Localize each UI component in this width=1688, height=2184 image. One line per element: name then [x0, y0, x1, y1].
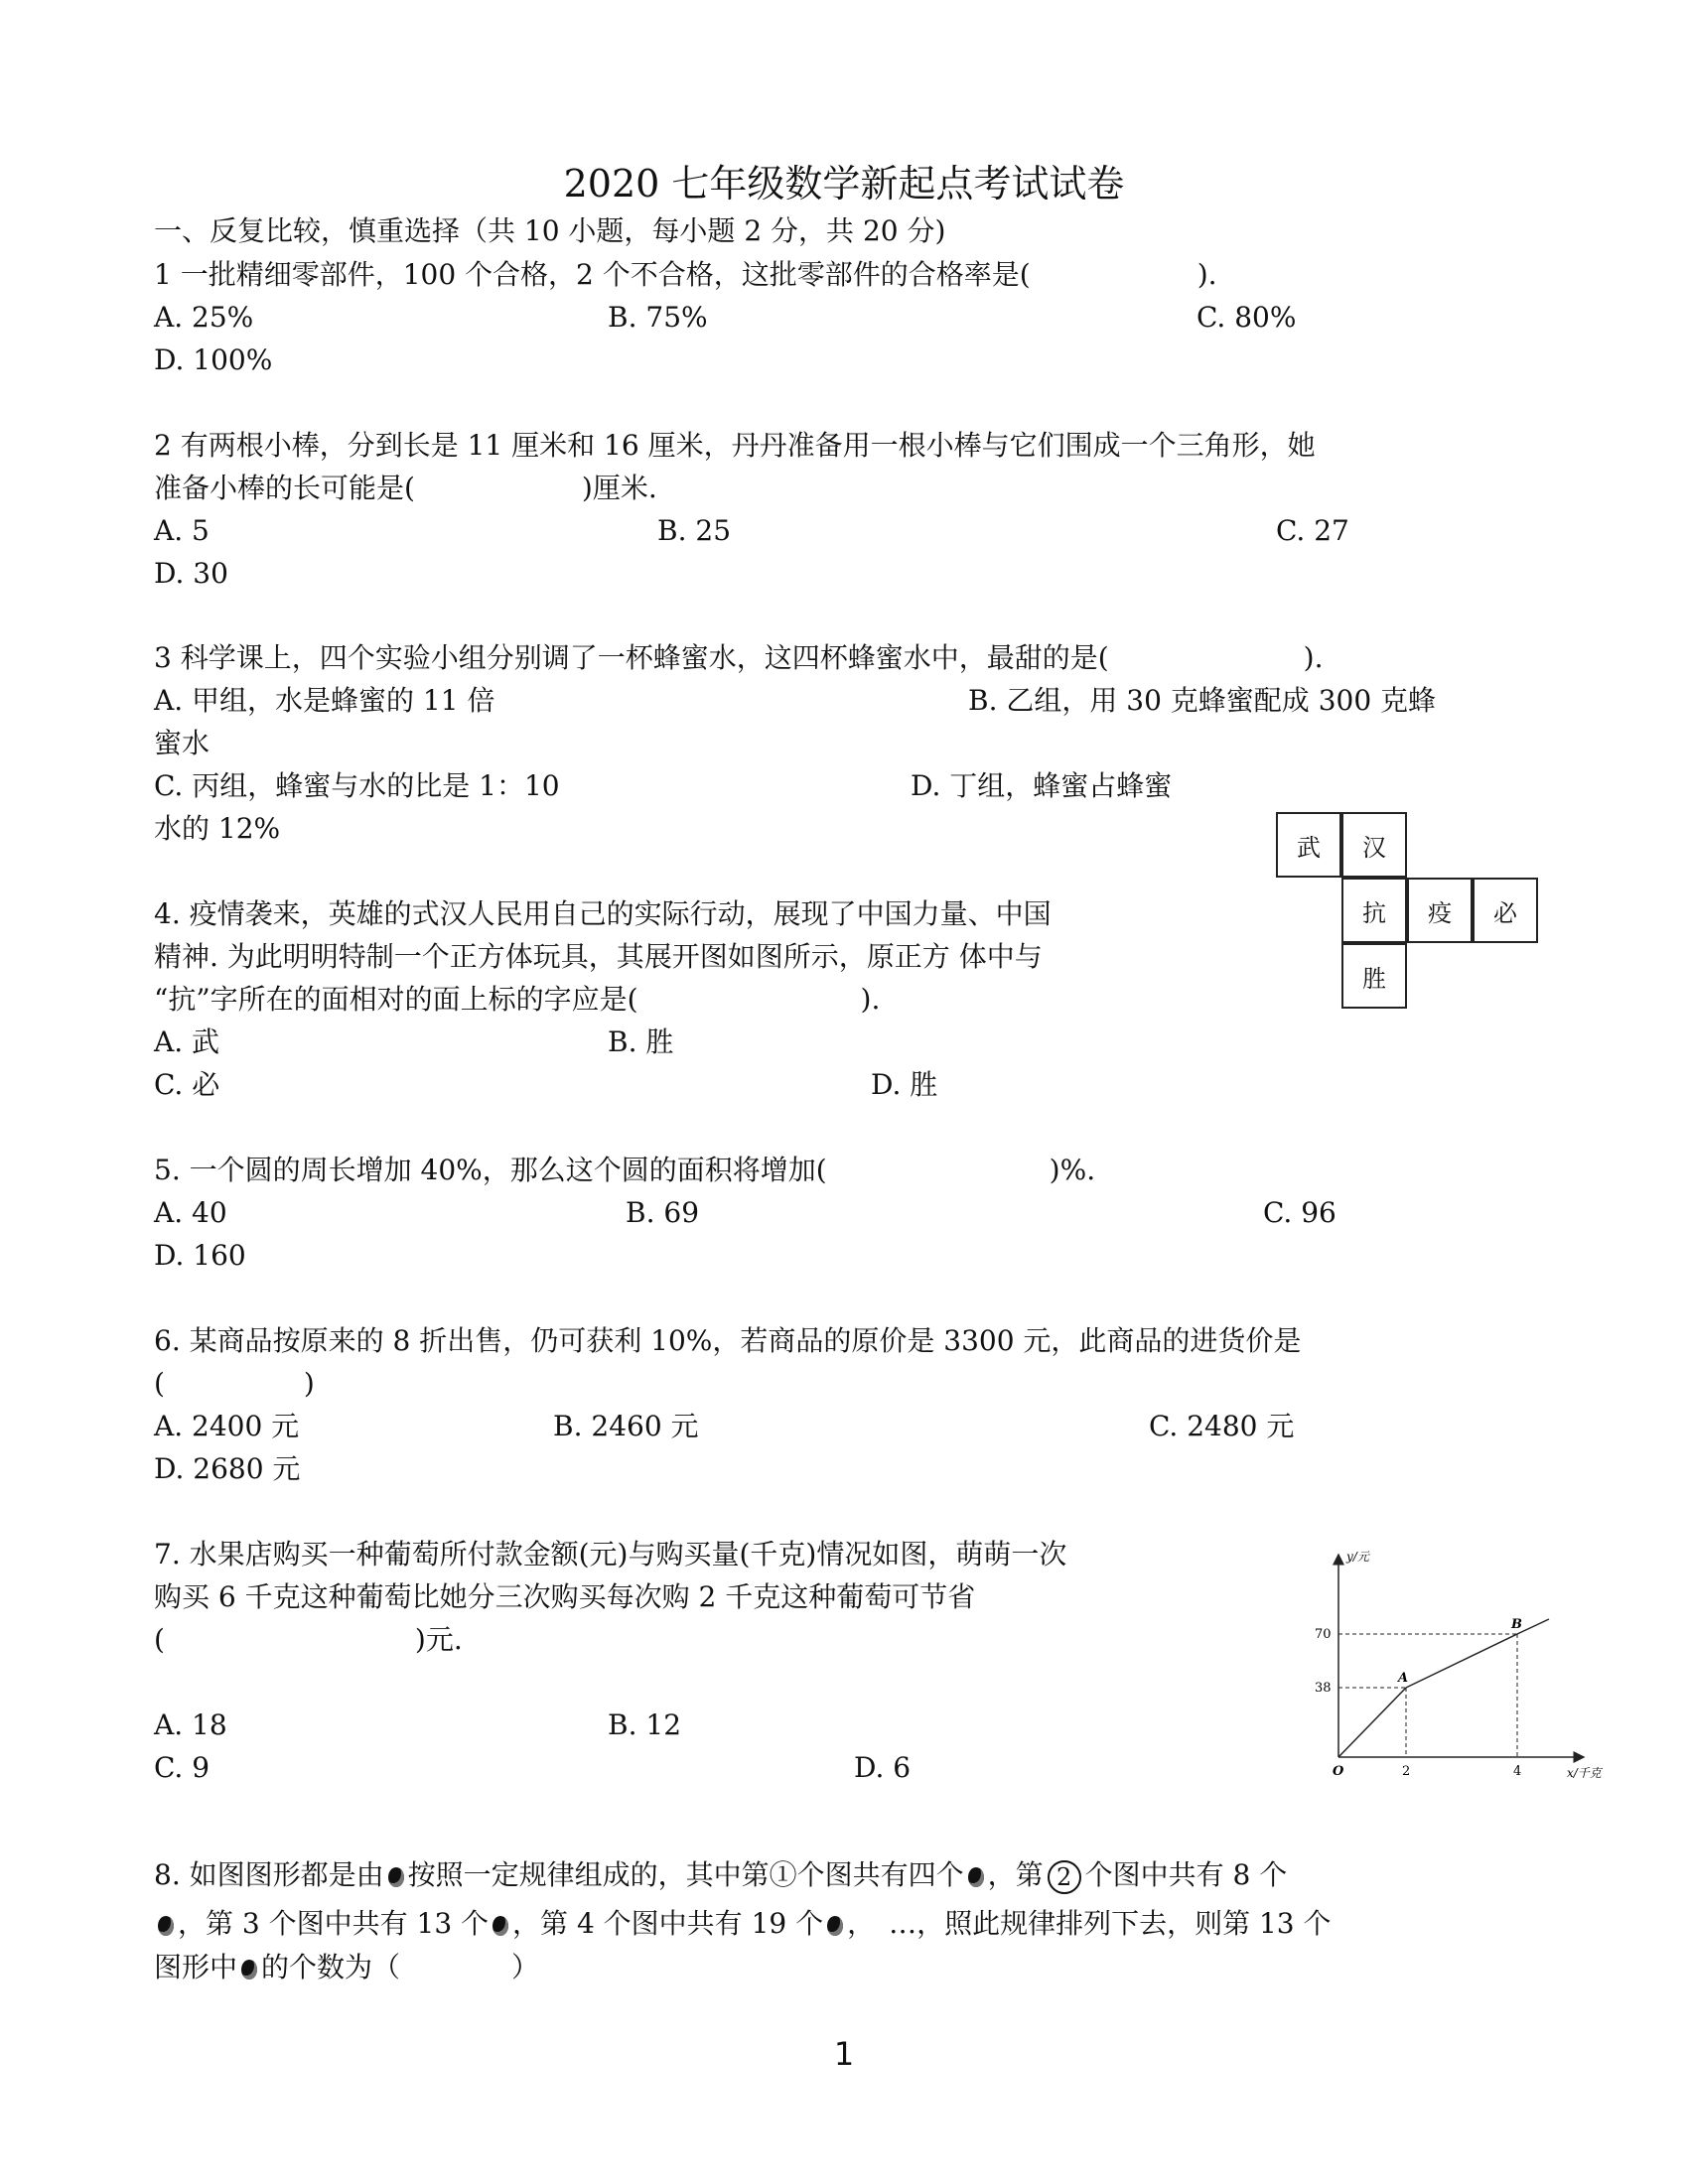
q1-option-c: C. 80% [1196, 301, 1297, 334]
q3-option-b-cont: 蜜水 [154, 727, 211, 759]
dot-icon [492, 1916, 508, 1936]
q5-option-a: A. 40 [154, 1196, 227, 1229]
net-cell-bi: 必 [1473, 878, 1538, 943]
q6-stem-line1: 6. 某商品按原来的 8 折出售，仍可获利 10%，若商品的原价是 3300 元，此商品的进货价是 [154, 1324, 1302, 1357]
y-tick-38: 38 [1315, 1681, 1332, 1696]
q4-option-a: A. 武 [154, 1025, 220, 1058]
q7-option-b: B. 12 [608, 1708, 682, 1741]
q2-option-a: A. 5 [154, 514, 210, 547]
q2-stem-line1: 2 有两根小棒，分到长是 11 厘米和 16 厘米，丹丹准备用一根小棒与它们围成一个三角形，她 [154, 429, 1316, 462]
q4-stem-line2: 精神. 为此明明特制一个正方体玩具，其展开图如图所示，原正方 体中与 [154, 940, 1043, 973]
q5-option-c: C. 96 [1263, 1196, 1336, 1229]
q8-text-a: 8. 如图图形都是由 [154, 1858, 384, 1891]
page-number: 1 [833, 2035, 855, 2073]
q6-option-c: C. 2480 元 [1149, 1410, 1295, 1442]
q3-option-d-cont: 水的 12% [154, 812, 281, 845]
q8-text-b: 按照一定规律组成的，其中第①个图共有四个 [407, 1858, 964, 1891]
dot-icon [241, 1960, 257, 1979]
q8-line3 [154, 1948, 539, 1987]
net-cell-sheng: 胜 [1341, 943, 1407, 1009]
dot-icon [968, 1867, 984, 1887]
q2-option-c: C. 27 [1276, 514, 1349, 547]
q7-stem-line1: 7. 水果店购买一种葡萄所付款金额(元)与购买量(千克)情况如图，萌萌一次 [154, 1538, 1067, 1570]
dot-icon [158, 1916, 174, 1936]
page-title: 2020 七年级数学新起点考试试卷 [563, 162, 1125, 205]
q8-line1 [154, 1855, 1287, 1895]
q3-option-d: D. 丁组，蜂蜜占蜂蜜 [911, 769, 1173, 802]
q3-option-b: B. 乙组，用 30 克蜂蜜配成 300 克蜂 [968, 684, 1437, 717]
net-cell-han: 汉 [1341, 812, 1407, 878]
q2-option-b: B. 25 [657, 514, 732, 547]
q8-text-h: 图形中 [154, 1951, 238, 1983]
y-axis-label: y/元 [1346, 1550, 1369, 1564]
q6-option-d: D. 2680 元 [154, 1452, 301, 1485]
q8-text-g: ， …，照此规律排列下去，则第 13 个 [847, 1907, 1332, 1940]
q7-stem-line2: 购买 6 千克这种葡萄比她分三次购买每次购 2 千克这种葡萄可节省 [154, 1580, 976, 1613]
q5-stem: 5. 一个圆的周长增加 40%，那么这个圆的面积将增加( )%. [154, 1154, 1096, 1186]
net-cell-wu: 武 [1276, 812, 1341, 878]
q6-option-b: B. 2460 元 [553, 1410, 699, 1442]
q6-option-a: A. 2400 元 [154, 1410, 300, 1442]
q4-option-d: D. 胜 [871, 1068, 938, 1101]
q3-option-c: C. 丙组，蜂蜜与水的比是 1：10 [154, 769, 560, 802]
point-b-label: B [1511, 1617, 1522, 1632]
origin-label: O [1333, 1764, 1344, 1779]
cube-net-figure [1276, 812, 1564, 1021]
q1-option-d: D. 100% [154, 343, 273, 376]
segment-ab [1406, 1634, 1517, 1688]
q4-stem-line3: “抗”字所在的面相对的面上标的字应是( ). [154, 983, 881, 1016]
q7-stem-line3: ( )元. [154, 1623, 463, 1656]
q2-option-d: D. 30 [154, 557, 228, 590]
q7-option-d: D. 6 [854, 1751, 912, 1784]
y-tick-70: 70 [1315, 1627, 1332, 1642]
x-tick-4: 4 [1513, 1764, 1522, 1779]
q2-stem-line2: 准备小棒的长可能是( )厘米. [154, 472, 657, 504]
dot-icon [388, 1867, 404, 1887]
q7-option-a: A. 18 [154, 1708, 227, 1741]
segment-oa [1338, 1688, 1406, 1757]
q8-line2 [154, 1904, 1332, 1944]
point-a-label: A [1398, 1671, 1409, 1686]
section-heading: 一、反复比较，慎重选择（共 10 小题，每小题 2 分，共 20 分) [154, 214, 946, 247]
circled-number: 2 [1048, 1860, 1081, 1894]
q8-text-e: ，第 3 个图中共有 13 个 [178, 1907, 490, 1940]
net-cell-yi: 疫 [1407, 878, 1473, 943]
q8-text-f: ，第 4 个图中共有 19 个 [512, 1907, 824, 1940]
price-quantity-graph [1311, 1547, 1609, 1805]
q7-option-c: C. 9 [154, 1751, 211, 1784]
q4-option-b: B. 胜 [608, 1025, 674, 1058]
net-cell-kang: 抗 [1341, 878, 1407, 943]
q3-option-a: A. 甲组，水是蜂蜜的 11 倍 [154, 684, 495, 717]
q4-option-c: C. 必 [154, 1068, 220, 1101]
q6-stem-line2: ( ) [154, 1367, 315, 1400]
q1-option-b: B. 75% [608, 301, 708, 334]
q8-text-c: ，第 [987, 1858, 1044, 1891]
q8-text-d: 个图中共有 8 个 [1084, 1858, 1288, 1891]
x-tick-2: 2 [1402, 1764, 1411, 1779]
q8-text-i: 的个数为（ ） [261, 1951, 540, 1983]
dot-icon [827, 1916, 843, 1936]
q1-stem: 1 一批精细零部件，100 个合格，2 个不合格，这批零部件的合格率是( ). [154, 258, 1217, 291]
q4-stem-line1: 4. 疫情袭来，英雄的式汉人民用自己的实际行动，展现了中国力量、中国 [154, 897, 1052, 930]
q3-stem: 3 科学课上，四个实验小组分别调了一杯蜂蜜水，这四杯蜂蜜水中，最甜的是( ). [154, 641, 1324, 674]
q5-option-b: B. 69 [626, 1196, 700, 1229]
x-axis-label: x/千克 [1567, 1766, 1602, 1780]
q5-option-d: D. 160 [154, 1239, 246, 1272]
q1-option-a: A. 25% [154, 301, 254, 334]
